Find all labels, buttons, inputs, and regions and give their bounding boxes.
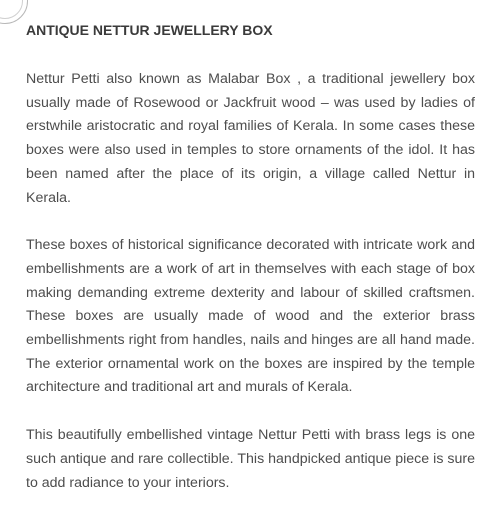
article-paragraph-1: Nettur Petti also known as Malabar Box , a traditional jewellery box usually made of Rosewood or Jackfruit wood – was used by ladies of erstwhile aristocratic and royal families of Kerala. In some cases these boxes were also used in temples to store ornaments of the idol. It has been named after the place of its origin, a village called Nettur in Kerala. xyxy=(26,71,475,206)
article xyxy=(26,20,475,519)
article-paragraph-3: This beautifully embellished vintage Nettur Petti with brass legs is one such antique and rare collectible. This handpicked antique piece is sure to add radiance to your interiors. xyxy=(26,427,475,491)
article-title: ANTIQUE NETTUR JEWELLERY BOX xyxy=(26,22,273,38)
article-paragraph-2: These boxes of historical significance decorated with intricate work and embellishments are a work of art in themselves with each stage of box making demanding extreme dexterity and labour of skilled craftsmen. These boxes are usually made of wood and the exterior brass embellishments right from handles, nails and hinges are all hand made. The exterior ornamental work on the boxes are inspired by the temple architecture and traditional art and murals of Kerala. xyxy=(26,237,475,396)
corner-seal-logo xyxy=(0,0,28,24)
